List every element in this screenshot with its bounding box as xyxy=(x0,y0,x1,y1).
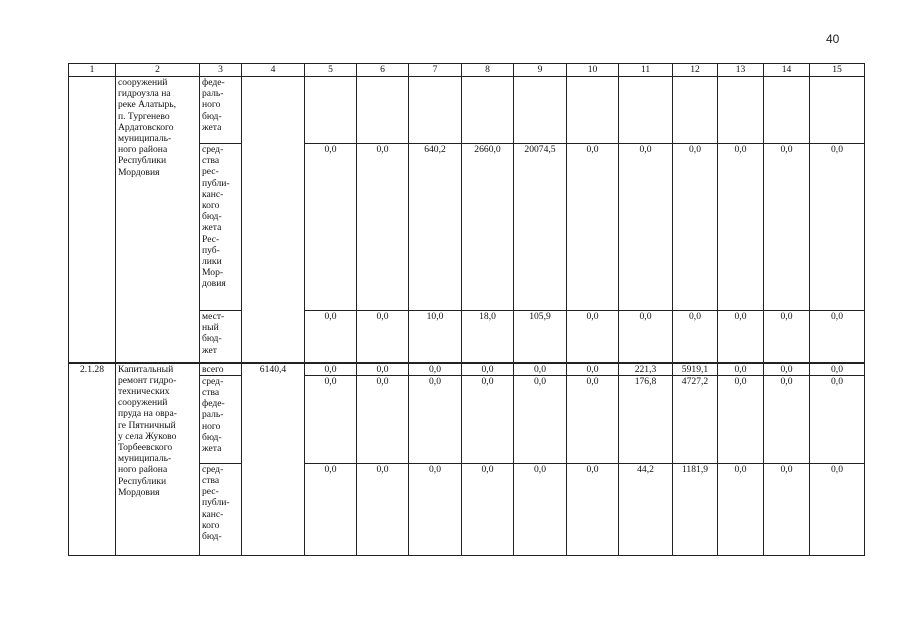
header-cell: 6 xyxy=(357,64,409,77)
header-cell: 9 xyxy=(514,64,567,77)
value-cell xyxy=(810,77,865,144)
value-cell xyxy=(764,77,810,144)
header-cell: 8 xyxy=(462,64,514,77)
value-cell xyxy=(673,77,718,144)
header-cell: 5 xyxy=(305,64,357,77)
value-cell: 0,0 xyxy=(764,375,810,463)
value-cell: 0,0 xyxy=(357,144,409,311)
value-cell: 0,0 xyxy=(673,144,718,311)
value-cell: 0,0 xyxy=(764,144,810,311)
value-cell xyxy=(357,77,409,144)
value-cell: 0,0 xyxy=(619,144,673,311)
value-cell: 44,2 xyxy=(619,463,673,555)
value-cell: 0,0 xyxy=(673,311,718,363)
value-cell: 0,0 xyxy=(567,311,619,363)
value-cell: 221,3 xyxy=(619,363,673,376)
funding-source-cell: феде- раль- ного бюд- жета xyxy=(200,77,242,144)
value-cell: 0,0 xyxy=(305,144,357,311)
value-cell: 0,0 xyxy=(305,311,357,363)
value-cell: 1181,9 xyxy=(673,463,718,555)
value-cell: 0,0 xyxy=(764,363,810,376)
funding-source-cell: сред- ства рес- публи- канс- кого бюд- xyxy=(200,463,242,555)
value-cell: 0,0 xyxy=(619,311,673,363)
value-cell xyxy=(462,77,514,144)
value-cell: 0,0 xyxy=(810,363,865,376)
value-cell xyxy=(514,77,567,144)
item-name-cell: сооружений гидроузла на реке Алатырь, п. Тургенево Ардатовского муниципаль- ного района Республики Мордовия xyxy=(116,77,200,363)
value-cell: 0,0 xyxy=(357,375,409,463)
funding-source-cell: мест- ный бюд- жет xyxy=(200,311,242,363)
value-cell: 0,0 xyxy=(357,363,409,376)
item-name-cell: Капитальный ремонт гидро- технических сооружений пруда на овра- ге Пятничный у села Жуково Торбеевского муниципаль- ного района Республики Мордовия xyxy=(116,363,200,556)
value-cell: 0,0 xyxy=(567,375,619,463)
value-cell: 18,0 xyxy=(462,311,514,363)
value-cell: 0,0 xyxy=(718,463,764,555)
funding-source-cell: сред- ства феде- раль- ного бюд- жета xyxy=(200,375,242,463)
value-cell xyxy=(567,77,619,144)
value-cell: 0,0 xyxy=(718,144,764,311)
header-cell: 11 xyxy=(619,64,673,77)
page-number: 40 xyxy=(826,32,840,46)
header-cell: 4 xyxy=(242,64,305,77)
value-cell: 0,0 xyxy=(462,363,514,376)
header-cell: 7 xyxy=(409,64,462,77)
budget-table xyxy=(68,63,865,556)
value-cell: 0,0 xyxy=(810,375,865,463)
value-cell: 0,0 xyxy=(357,463,409,555)
value-cell: 0,0 xyxy=(462,463,514,555)
value-cell: 0,0 xyxy=(305,363,357,376)
value-cell xyxy=(305,77,357,144)
value-cell: 5919,1 xyxy=(673,363,718,376)
item-number-cell: 2.1.28 xyxy=(69,363,116,556)
value-cell: 0,0 xyxy=(567,144,619,311)
header-cell: 2 xyxy=(116,64,200,77)
header-cell: 10 xyxy=(567,64,619,77)
value-cell: 0,0 xyxy=(514,363,567,376)
value-cell xyxy=(718,77,764,144)
total-cell xyxy=(242,77,305,363)
value-cell: 0,0 xyxy=(764,311,810,363)
header-cell: 12 xyxy=(673,64,718,77)
value-cell: 176,8 xyxy=(619,375,673,463)
value-cell: 0,0 xyxy=(305,463,357,555)
header-cell: 1 xyxy=(69,64,116,77)
table-row xyxy=(69,77,865,144)
value-cell: 0,0 xyxy=(718,363,764,376)
value-cell: 105,9 xyxy=(514,311,567,363)
value-cell: 0,0 xyxy=(810,311,865,363)
value-cell: 10,0 xyxy=(409,311,462,363)
value-cell: 2660,0 xyxy=(462,144,514,311)
value-cell: 20074,5 xyxy=(514,144,567,311)
value-cell: 0,0 xyxy=(718,311,764,363)
value-cell: 0,0 xyxy=(567,463,619,555)
total-cell: 6140,4 xyxy=(242,363,305,556)
value-cell: 4727,2 xyxy=(673,375,718,463)
value-cell: 0,0 xyxy=(810,144,865,311)
value-cell: 0,0 xyxy=(567,363,619,376)
value-cell xyxy=(409,77,462,144)
value-cell: 0,0 xyxy=(764,463,810,555)
value-cell: 0,0 xyxy=(718,375,764,463)
header-row xyxy=(69,64,865,77)
funding-source-cell: всего xyxy=(200,363,242,376)
value-cell: 0,0 xyxy=(514,463,567,555)
value-cell: 0,0 xyxy=(357,311,409,363)
value-cell: 0,0 xyxy=(409,363,462,376)
value-cell: 0,0 xyxy=(810,463,865,555)
value-cell xyxy=(619,77,673,144)
value-cell: 640,2 xyxy=(409,144,462,311)
header-cell: 14 xyxy=(764,64,810,77)
header-cell: 3 xyxy=(200,64,242,77)
value-cell: 0,0 xyxy=(514,375,567,463)
value-cell: 0,0 xyxy=(409,463,462,555)
header-cell: 13 xyxy=(718,64,764,77)
value-cell: 0,0 xyxy=(305,375,357,463)
value-cell: 0,0 xyxy=(409,375,462,463)
funding-source-cell: сред- ства рес- публи- канс- кого бюд- жета Рес- пуб- лики Мор- довия xyxy=(200,144,242,311)
value-cell: 0,0 xyxy=(462,375,514,463)
header-cell: 15 xyxy=(810,64,865,77)
table-row xyxy=(69,363,865,376)
item-number-cell xyxy=(69,77,116,363)
